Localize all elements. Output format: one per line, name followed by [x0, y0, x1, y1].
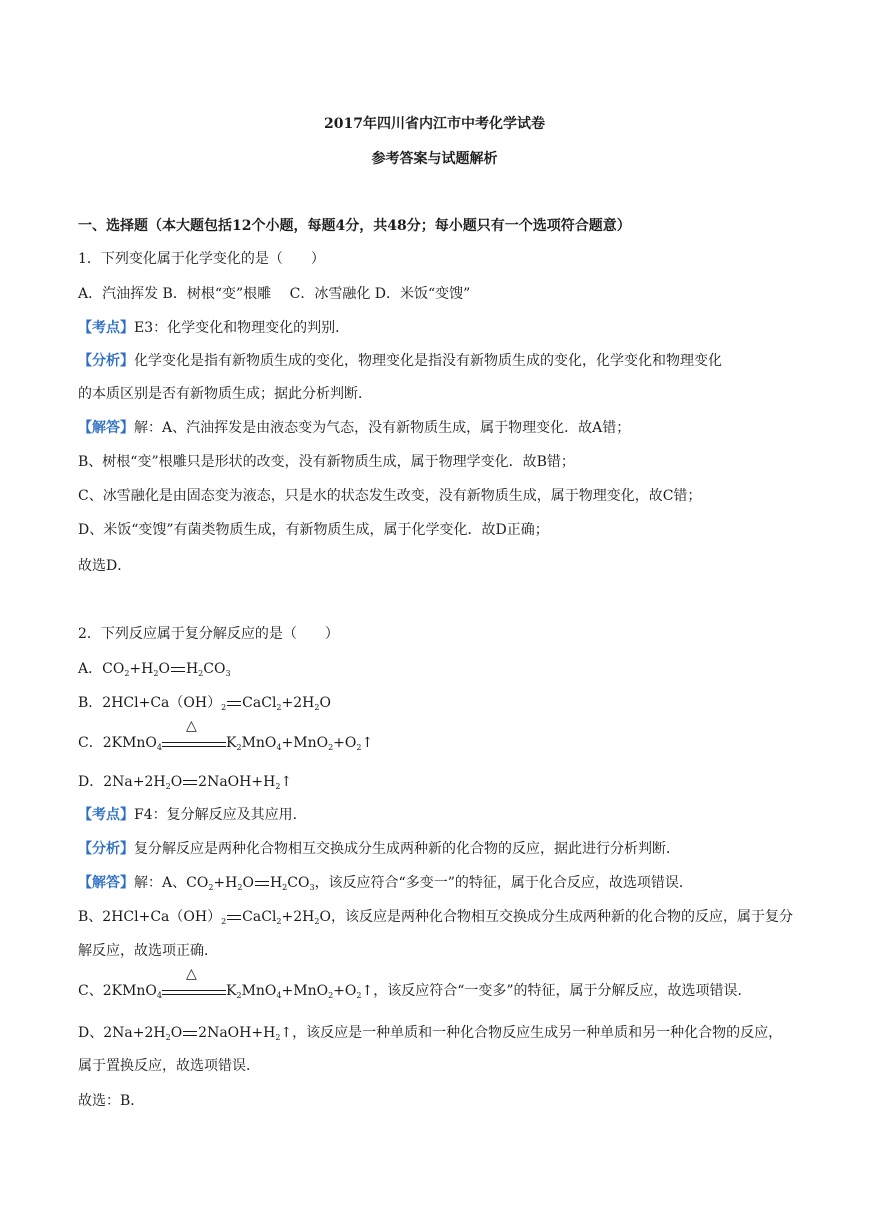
- fenxi-tag: 【分析】: [78, 841, 134, 857]
- q2-option-c: C．2KMnO$_4$ △ $K_2MnO_4+MnO_2+O_2↑$: [78, 718, 374, 752]
- equals-sign: [183, 780, 197, 785]
- q2-jieda-c: C、2KMnO$_4$ △ $K_2MnO_4+MnO_2+O_2↑$，该反应符合“一变多”的特征，属于分解反应，故选项错误．: [78, 966, 752, 1000]
- heat-triangle-icon: △: [186, 718, 197, 734]
- q2-kaodian: 【考点】F4：复分解反应及其应用．: [78, 807, 307, 823]
- q2-stem: 2．下列反应属于复分解反应的是（ ）: [78, 626, 339, 642]
- jieda-tag: 【解答】: [78, 420, 134, 436]
- kaodian-tag: 【考点】: [78, 320, 134, 336]
- q1-jieda-c: C、冰雪融化是由固态变为液态，只是水的状态发生改变，没有新物质生成，属于物理变化，故C错；: [78, 488, 702, 504]
- q2-jieda-a: 【解答】解：A、$CO_2+H_2O$ $H_2CO_3$，该反应符合“多变一”的特征，属于化合反应，故选项错误．: [78, 875, 693, 892]
- fenxi-tag: 【分析】: [78, 353, 134, 369]
- doc-subtitle: 参考答案与试题解析: [371, 151, 498, 167]
- equals-sign: [227, 701, 241, 706]
- q2-jieda-b: B、$2HCl+Ca(OH)_2$ $CaCl_2+2H_2O$，该反应是两种化合物相互交换成分生成两种新的化合物的反应，属于复分: [78, 909, 793, 926]
- q2-jieda-b-cont: 解反应，故选项正确．: [78, 943, 218, 959]
- q1-answer: 故选D．: [78, 558, 132, 574]
- q1-jieda: 【解答】解：A、汽油挥发是由液态变为气态，没有新物质生成，属于物理变化．故A错；: [78, 420, 631, 436]
- q1-options: A．汽油挥发 B．树根“变”根雕 C．冰雪融化 D．米饭“变馊”: [78, 286, 471, 302]
- q2-answer: 故选：B．: [78, 1093, 145, 1109]
- doc-title: 2017年四川省内江市中考化学试卷: [324, 116, 545, 132]
- q1-jieda-d: D、米饭“变馊”有菌类物质生成，有新物质生成，属于化学变化．故D正确；: [78, 522, 549, 538]
- q2-option-d: D．$2Na+2H_2O$ $2NaOH+H_2↑$: [78, 774, 293, 791]
- q1-fenxi-cont: 的本质区别是否有新物质生成；据此分析判断．: [78, 386, 372, 402]
- q1-stem: 1．下列变化属于化学变化的是（ ）: [78, 251, 325, 267]
- section-heading: 一、选择题（本大题包括12个小题，每题4分，共48分；每小题只有一个选项符合题意）: [78, 218, 631, 234]
- q2-jieda-d-cont: 属于置换反应，故选项错误．: [78, 1058, 260, 1074]
- q2-option-a: A．$CO_2+H_2O$ $H_2CO_3$: [78, 661, 231, 678]
- equals-sign: [171, 667, 185, 672]
- kaodian-tag: 【考点】: [78, 807, 134, 823]
- heat-condition: [162, 718, 226, 753]
- jieda-tag: 【解答】: [78, 875, 134, 891]
- q1-kaodian: 【考点】E3：化学变化和物理变化的判别．: [78, 320, 350, 336]
- q1-jieda-b: B、树根“变”根雕只是形状的改变，没有新物质生成，属于物理学变化．故B错；: [78, 454, 575, 470]
- q2-option-b: B．$2HCl+Ca(OH)_2$ $CaCl_2+2H_2O$: [78, 695, 331, 712]
- q2-fenxi: 【分析】复分解反应是两种化合物相互交换成分生成两种新的化合物的反应，据此进行分析判断．: [78, 841, 680, 857]
- q2-jieda-d: D、$2Na+2H_2O$ $2NaOH+H_2↑$，该反应是一种单质和一种化合物反应生成另一种单质和另一种化合物的反应，: [78, 1025, 783, 1042]
- q1-fenxi: 【分析】化学变化是指有新物质生成的变化，物理变化是指没有新物质生成的变化，化学变化和物理变化: [78, 353, 722, 369]
